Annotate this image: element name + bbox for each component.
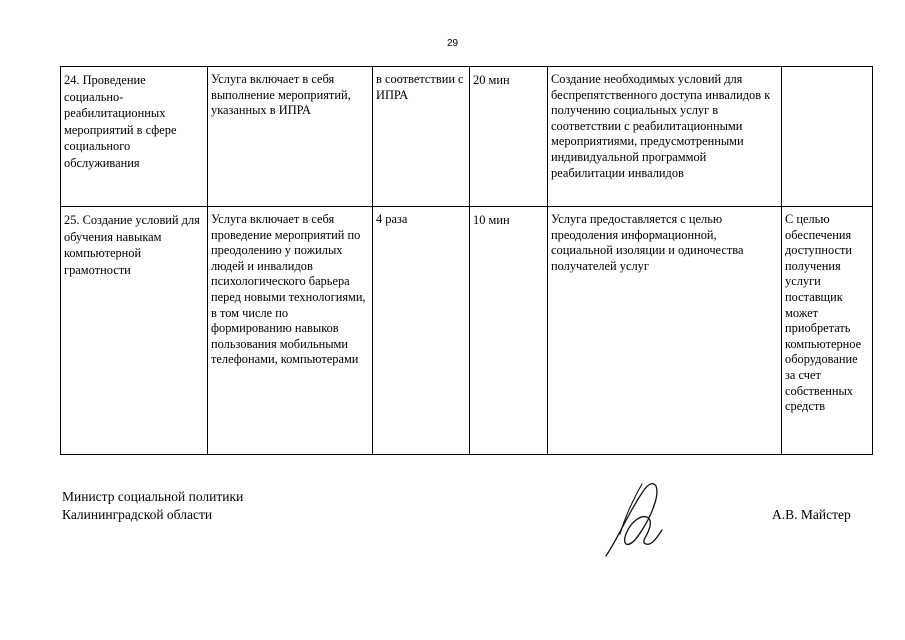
service-content-cell: Услуга включает в себя выполнение мероприятий, указанных в ИПРА [208, 67, 373, 207]
service-name-cell: 24. Проведение социально-реабилитационных мероприятий в сфере социального обслуживания [61, 67, 208, 207]
page-number: 29 [446, 38, 459, 49]
signatory-position-line1: Министр социальной политики [62, 489, 244, 504]
handwritten-signature-icon [596, 474, 676, 564]
signatory-position-line2: Калининградской области [62, 507, 213, 522]
service-conditions-cell [782, 67, 873, 207]
service-indicators-cell: Создание необходимых условий для беспрепятственного доступа инвалидов к получению социальных услуг в соответствии с реабилитационными мероприятиями, предусмотренными индивидуальной программой реабилитации инвалидов [548, 67, 782, 207]
service-time-cell: 10 мин [470, 207, 548, 455]
signatory-position [62, 488, 243, 524]
service-indicators-cell: Услуга предоставляется с целью преодоления информационной, социальной изоляции и одиночества получателей услуг [548, 207, 782, 455]
table-row [61, 207, 873, 455]
service-conditions-cell: С целью обеспечения доступности получения услуги поставщик может приобретать компьютерное оборудование за счет собственных средств [782, 207, 873, 455]
service-time-cell: 20 мин [470, 67, 548, 207]
service-name-cell: 25. Создание условий для обучения навыкам компьютерной грамотности [61, 207, 208, 455]
service-content-cell: Услуга включает в себя проведение мероприятий по преодолению у пожилых людей и инвалидов психологического барьера перед новыми технологиями, в том числе по формированию навыков пользования мобильными телефонами, компьютерами [208, 207, 373, 455]
service-period-cell: в соответствии с ИПРА [373, 67, 470, 207]
signatory-name: А.В. Майстер [772, 507, 851, 522]
service-period-cell: 4 раза [373, 207, 470, 455]
services-table [60, 66, 873, 455]
table-row [61, 67, 873, 207]
